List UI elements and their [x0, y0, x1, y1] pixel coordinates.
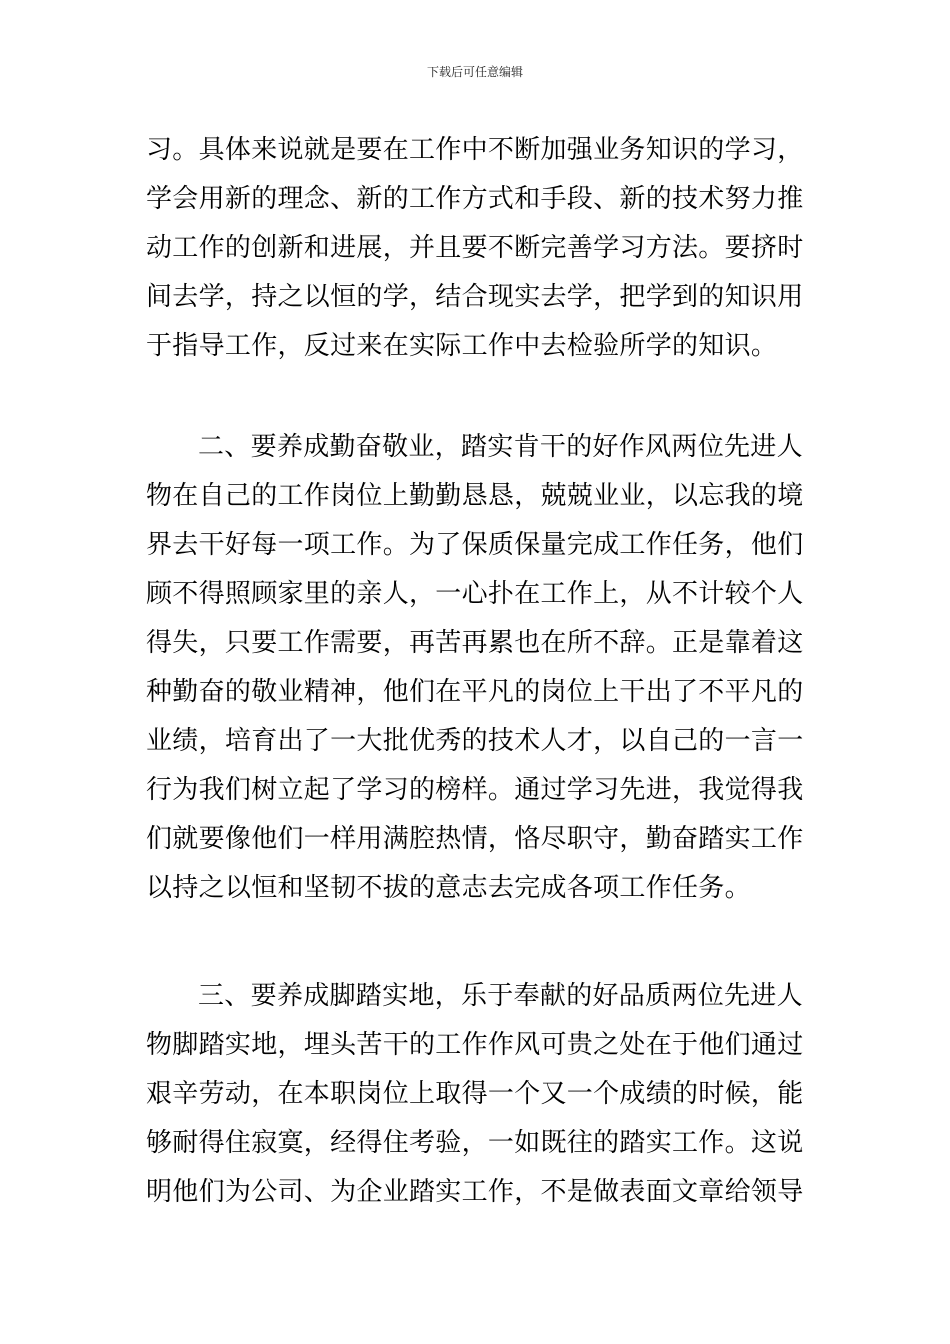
paragraph-line: 够耐得住寂寞，经得住考验，一如既往的踏实工作。这说: [146, 1128, 804, 1158]
paragraph-line: 以持之以恒和坚韧不拔的意志去完成各项工作任务。: [146, 873, 751, 903]
paragraph-line: 于指导工作，反过来在实际工作中去检验所学的知识。: [146, 331, 778, 361]
paragraph-line: 明他们为公司、为企业踏实工作，不是做表面文章给领导: [146, 1177, 804, 1207]
paragraph-line: 顾不得照顾家里的亲人，一心扑在工作上，从不计较个人: [146, 579, 804, 609]
paragraph-line: 行为我们树立起了学习的榜样。通过学习先进，我觉得我: [146, 775, 804, 805]
paragraph-line: 二、要养成勤奋敬业，踏实肯干的好作风两位先进人: [198, 432, 803, 462]
paragraph-line: 三、要养成脚踏实地，乐于奉献的好品质两位先进人: [198, 981, 803, 1011]
paragraph-1: [146, 126, 806, 371]
paragraph-line: 们就要像他们一样用满腔热情，恪尽职守，勤奋踏实工作: [146, 824, 804, 854]
paragraph-line: 动工作的创新和进展，并且要不断完善学习方法。要挤时: [146, 233, 804, 263]
paragraph-line: 学会用新的理念、新的工作方式和手段、新的技术努力推: [146, 184, 804, 214]
paragraph-line: 界去干好每一项工作。为了保质保量完成工作任务，他们: [146, 530, 804, 560]
page-header: 下载后可任意编辑: [426, 65, 523, 79]
paragraph-line: 种勤奋的敬业精神，他们在平凡的岗位上干出了不平凡的: [146, 677, 804, 707]
paragraph-line: 物在自己的工作岗位上勤勤恳恳，兢兢业业，以忘我的境: [146, 481, 804, 511]
paragraph-3: [146, 972, 806, 1217]
paragraph-line: 间去学，持之以恒的学，结合现实去学，把学到的知识用: [146, 282, 804, 312]
paragraph-line: 业绩，培育出了一大批优秀的技术人才，以自己的一言一: [146, 726, 804, 756]
paragraph-line: 习。具体来说就是要在工作中不断加强业务知识的学习，: [146, 135, 804, 165]
paragraph-line: 物脚踏实地，埋头苦干的工作作风可贵之处在于他们通过: [146, 1030, 804, 1060]
paragraph-line: 得失，只要工作需要，再苦再累也在所不辞。正是靠着这: [146, 628, 804, 658]
paragraph-line: 艰辛劳动，在本职岗位上取得一个又一个成绩的时候，能: [146, 1079, 804, 1109]
paragraph-2: [146, 423, 806, 913]
